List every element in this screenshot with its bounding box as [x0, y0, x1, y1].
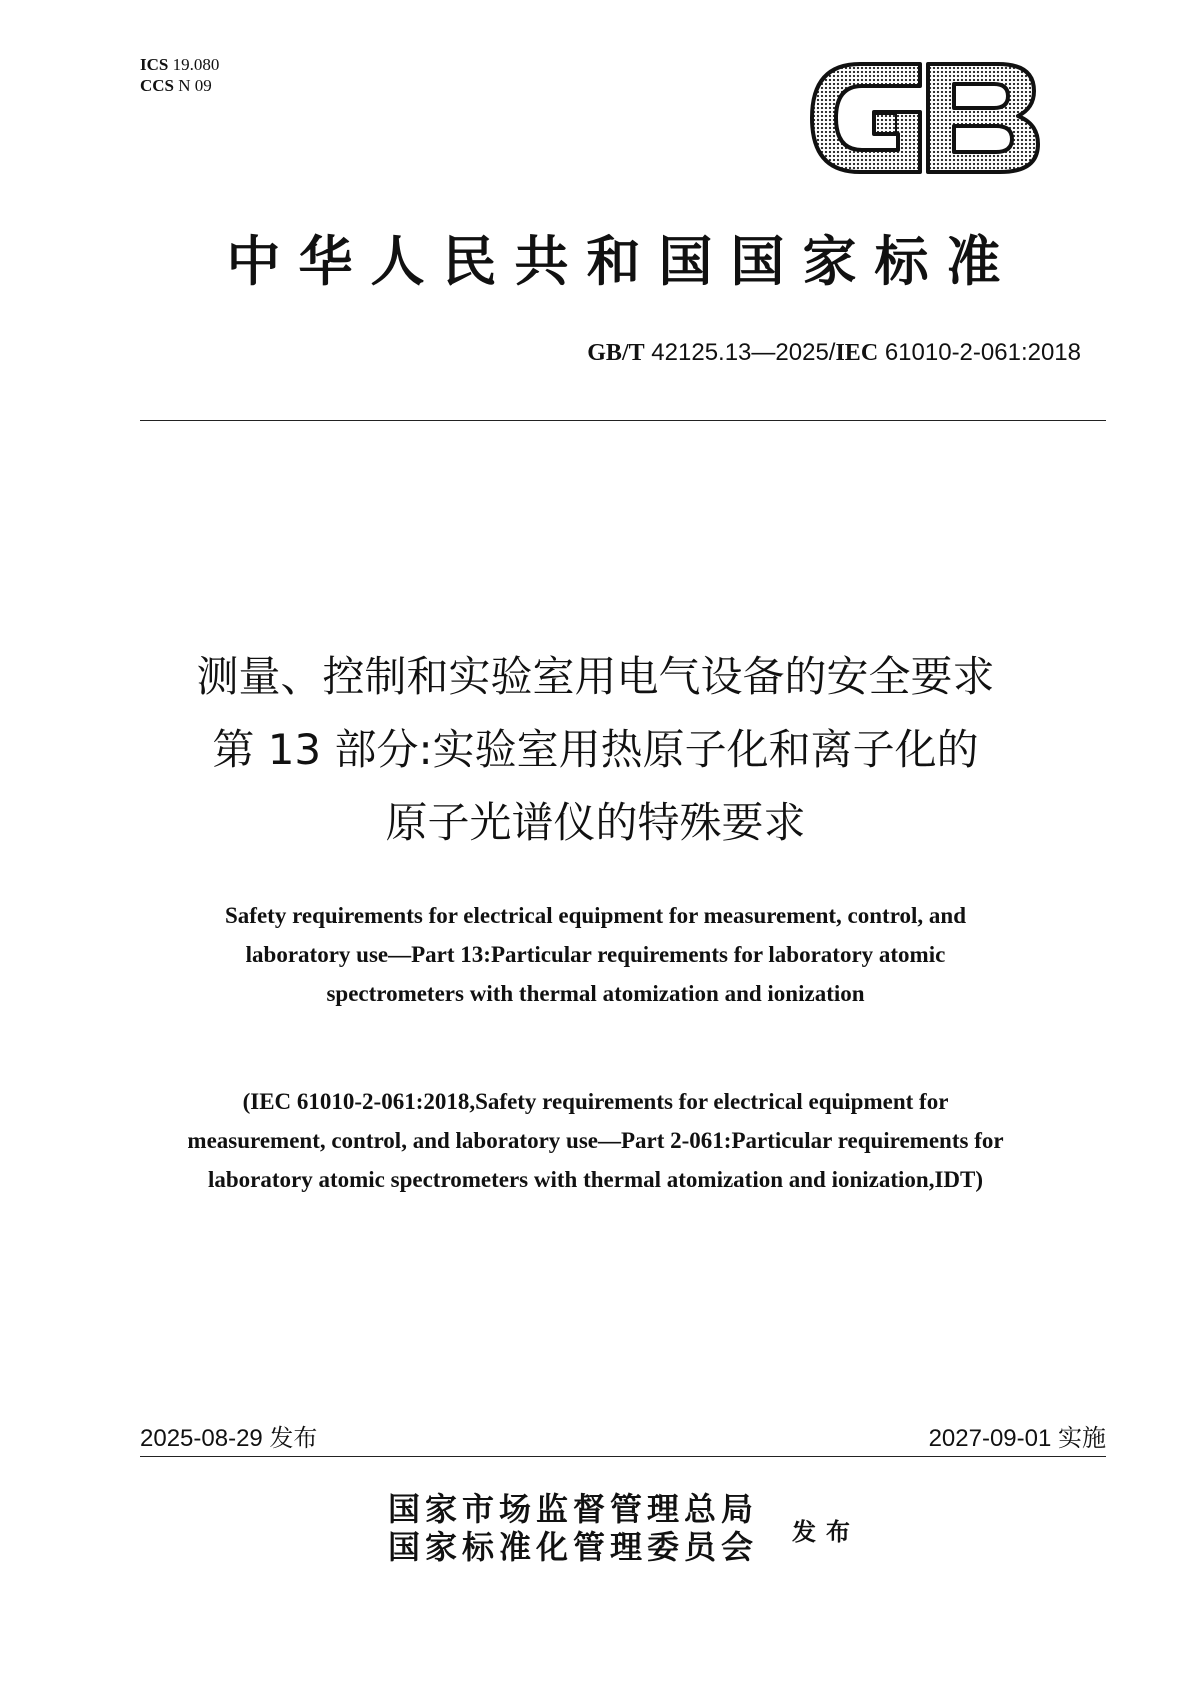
- english-title-line-2: laboratory use—Part 13:Particular requirements for laboratory atomic: [245, 942, 946, 967]
- chinese-title-line-1: 测量、控制和实验室用电气设备的安全要求: [196, 652, 995, 701]
- english-title-line-1: Safety requirements for electrical equipment for measurement, control, and: [225, 903, 966, 928]
- footer-divider: [140, 1456, 1106, 1457]
- gb-logo-icon: [808, 58, 1044, 178]
- issued-label: 发布: [792, 1517, 860, 1546]
- english-title-line-3: spectrometers with thermal atomization and ionization: [326, 981, 865, 1006]
- classification-codes: [140, 54, 219, 96]
- issue-date: 2025-08-29 发布: [140, 1425, 318, 1452]
- issuing-organizations: [388, 1490, 758, 1566]
- issuer-sac: 国家标准化管理委员会: [388, 1528, 759, 1566]
- chinese-title-line-2: 第 13 部分:实验室用热原子化和离子化的: [212, 725, 979, 774]
- standard-prefix: GB/T: [587, 340, 645, 366]
- ccs-value: N 09: [178, 76, 212, 95]
- chinese-title-line-3: 原子光谱仪的特殊要求: [385, 798, 806, 847]
- iec-prefix: IEC: [835, 340, 879, 366]
- ccs-code: [140, 75, 219, 96]
- iec-note-line-1: (IEC 61010-2-061:2018,Safety requirements for electrical equipment for: [242, 1089, 949, 1114]
- implementation-date: 2027-09-01 实施: [928, 1425, 1106, 1452]
- chinese-title: [80, 640, 1111, 859]
- iec-note-line-2: measurement, control, and laboratory use—Part 2-061:Particular requirements for: [187, 1128, 1004, 1153]
- standard-number: [587, 339, 1081, 367]
- ics-code: [140, 54, 219, 75]
- ccs-label: CCS: [140, 76, 175, 95]
- standard-code: 42125.13—2025/: [651, 339, 836, 366]
- ics-label: ICS: [140, 55, 169, 74]
- english-title: [100, 896, 1091, 1013]
- iec-equivalence-note: [80, 1082, 1111, 1199]
- national-standard-heading: 中华人民共和国国家标准: [226, 229, 1019, 293]
- header-divider: [140, 420, 1106, 421]
- issuer-samr: 国家市场监督管理总局: [388, 1490, 759, 1528]
- ics-value: 19.080: [172, 55, 220, 74]
- iec-note-line-3: laboratory atomic spectrometers with thermal atomization and ionization,IDT): [207, 1167, 984, 1192]
- iec-code: 61010-2-061:2018: [884, 339, 1081, 366]
